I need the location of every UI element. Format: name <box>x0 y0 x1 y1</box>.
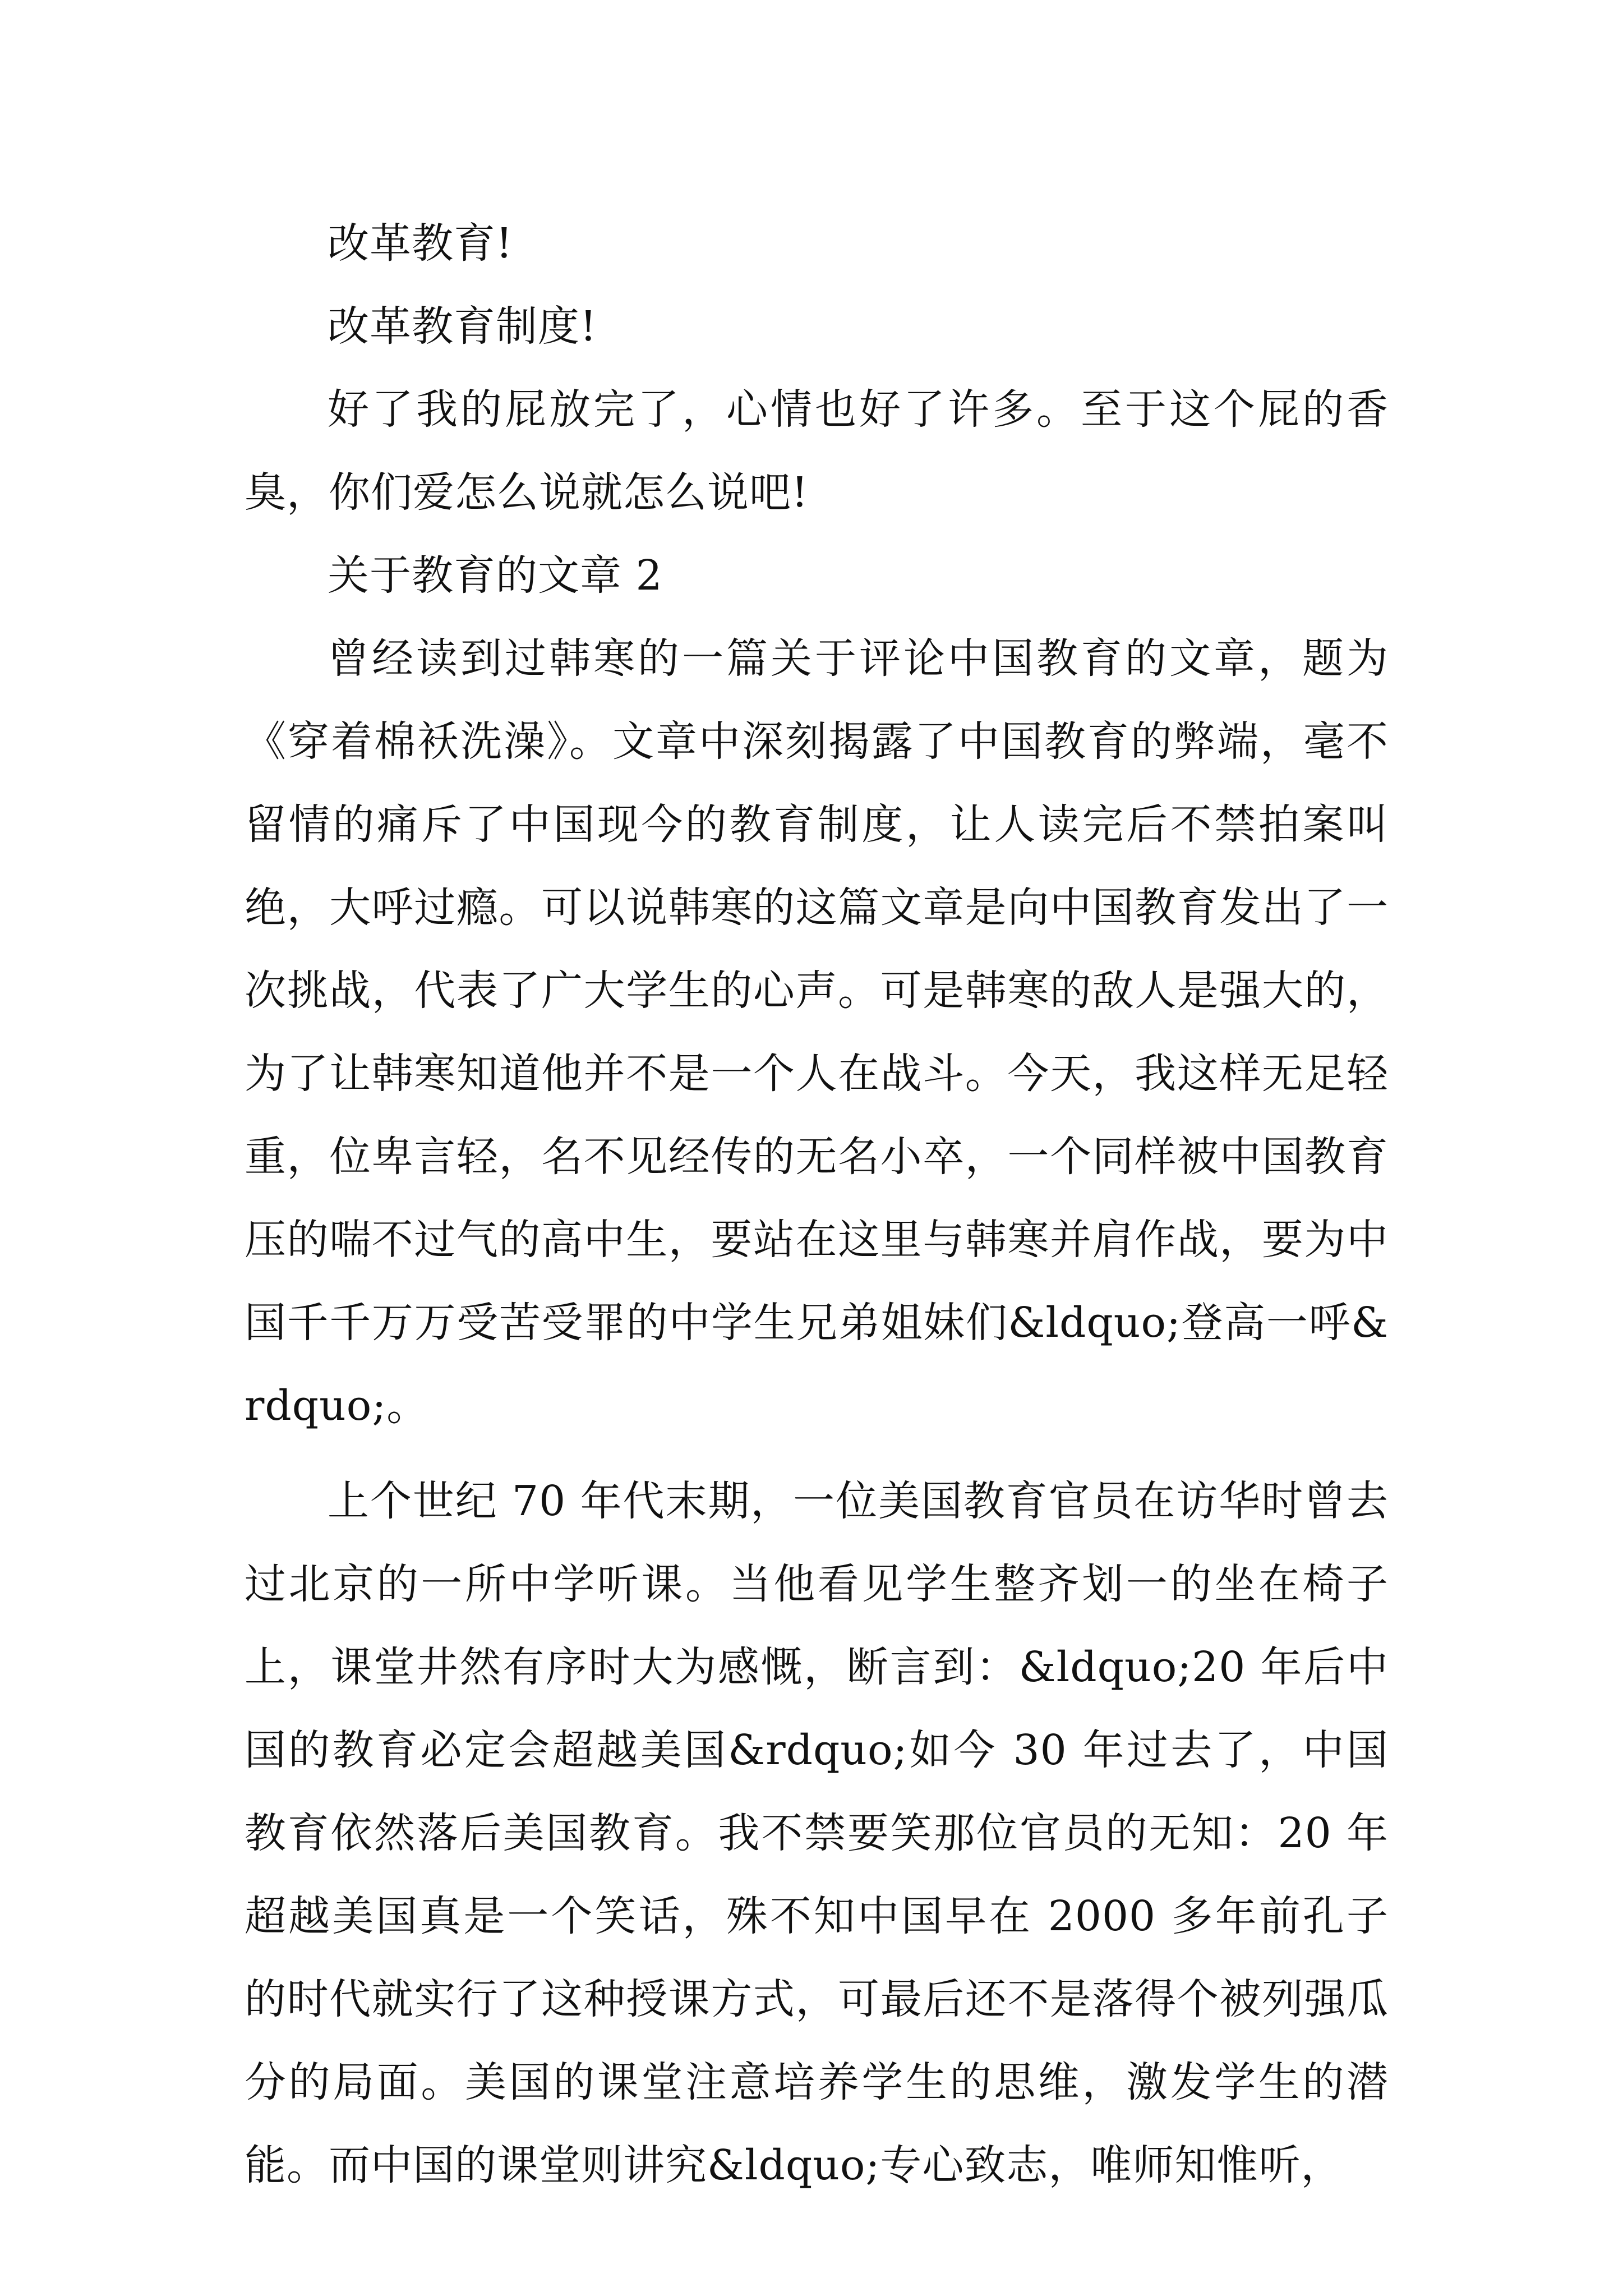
section-heading: 关于教育的文章 2 <box>328 551 663 600</box>
paragraph-closing-remark: 好了我的屁放完了，心情也好了许多。至于这个屁的香臭，你们爱怎么说就怎么说吧! <box>245 385 1389 517</box>
paragraph-american-official: 上个世纪 70 年代末期，一位美国教育官员在访华时曾去过北京的一所中学听课。当他看见学生整齐划一的坐在椅子上，课堂井然有序时大为感慨，断言到：&ldquo;20 年后中国的教育必定会超越美国&rdquo;如今 30 年过去了，中国教育依然落后美国教育。我不禁要笑那位官员的无知：20 年超越美国真是一个笑话，殊不知中国早在 2000 多年前孔子的时代就实行了这种授课方式，可最后还不是落得个被列强瓜分的局面。美国的课堂注意培养学生的思维，激发学生的潜能。而中国的课堂则讲究&ldquo;专心致志，唯师知惟听， <box>245 1477 1389 2189</box>
document-body <box>245 202 1389 2207</box>
paragraph-hanhan-article: 曾经读到过韩寒的一篇关于评论中国教育的文章，题为《穿着棉袄洗澡》。文章中深刻揭露了中国教育的弊端，毫不留情的痛斥了中国现今的教育制度，让人读完后不禁拍案叫绝，大呼过瘾。可以说韩寒的这篇文章是向中国教育发出了一次挑战，代表了广大学生的心声。可是韩寒的敌人是强大的，为了让韩寒知道他并不是一个人在战斗。今天，我这样无足轻重，位卑言轻，名不见经传的无名小卒，一个同样被中国教育压的喘不过气的高中生，要站在这里与韩寒并肩作战，要为中国千千万万受苦受罪的中学生兄弟姐妹们&ldquo;登高一呼&rdquo;。 <box>245 634 1389 1430</box>
paragraph-reform-system: 改革教育制度! <box>328 302 597 351</box>
paragraph-reform-education: 改革教育! <box>328 219 513 268</box>
